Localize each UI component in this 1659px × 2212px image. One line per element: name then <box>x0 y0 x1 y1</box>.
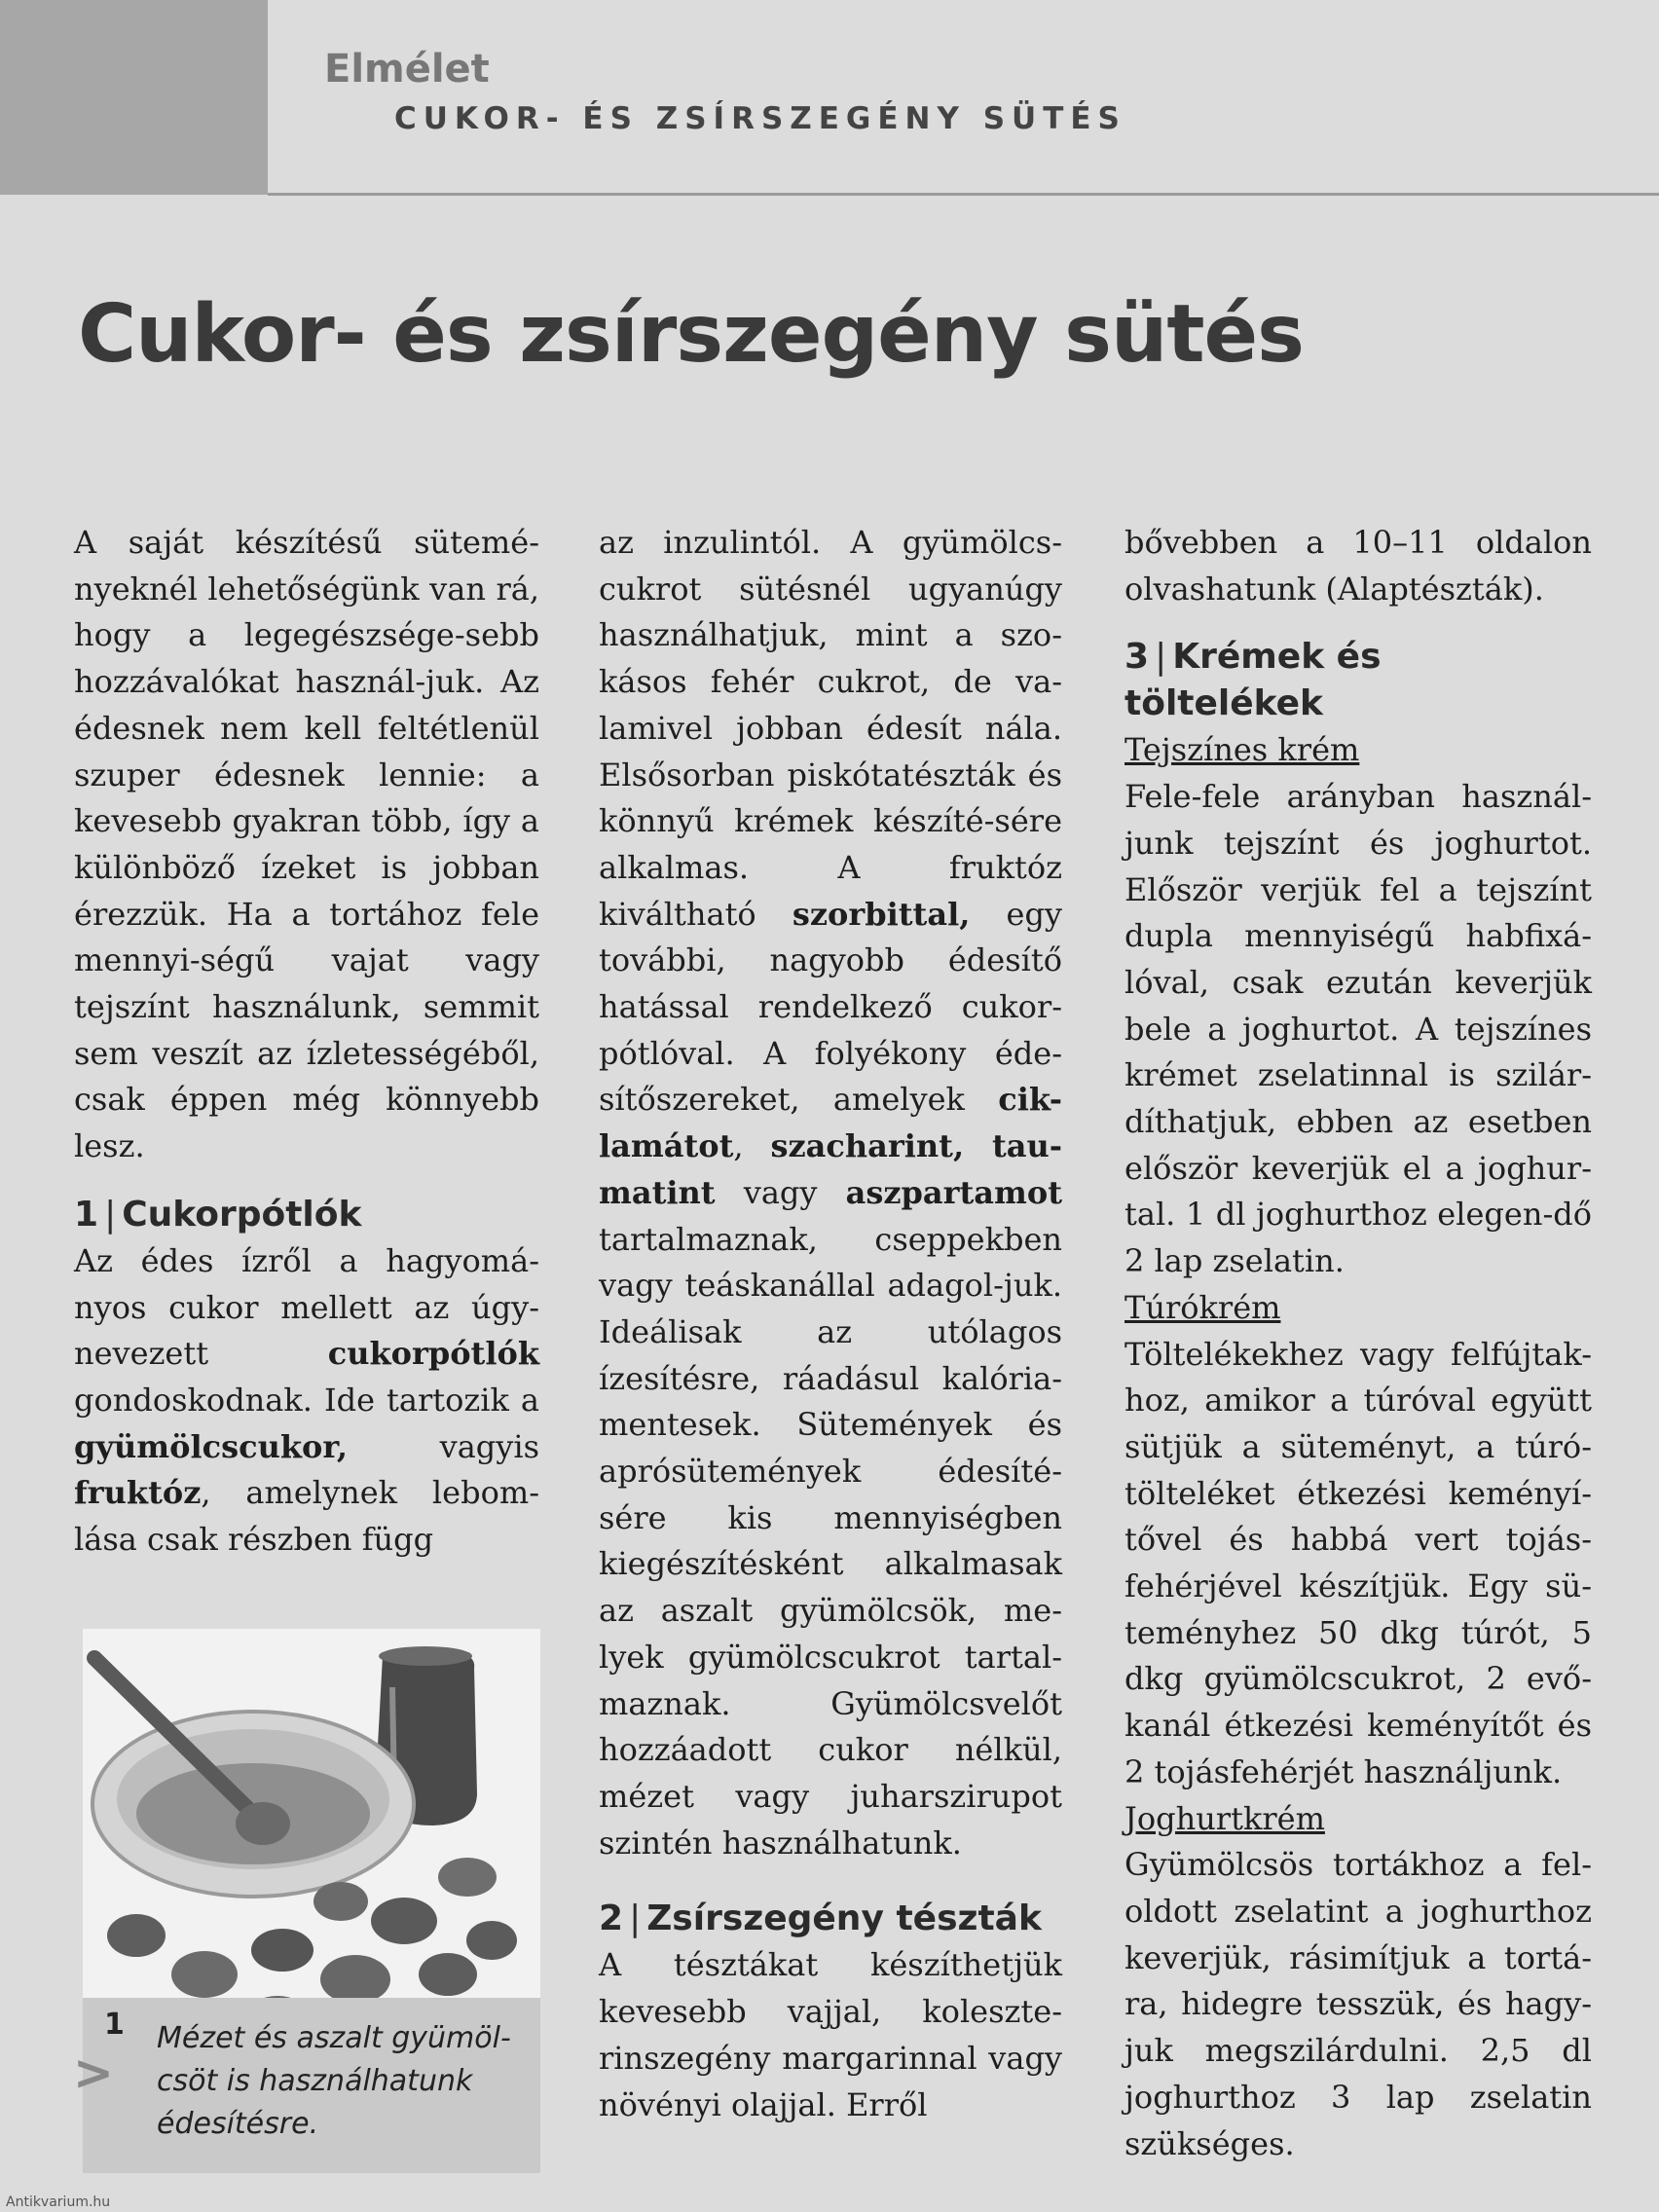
text-run: , amelynek lebom-lása csak részben függ <box>74 1474 539 1559</box>
bold-term: szacharint, tau-matint <box>599 1127 1063 1211</box>
bold-term: fruktóz <box>74 1474 202 1512</box>
section-title: Cukorpótlók <box>122 1194 362 1235</box>
bold-term: szorbittal, <box>792 895 971 933</box>
text-run: az inzulintól. A gyümölcs-cukrot sütésnél ugyanúgy használhatjuk, mint a szo-kásos fehér cukrot, de va-lamivel jobban édesít nála. Elsősorban piskótatészták és könnyű krémek készíté-sére alkalmas. A fruktóz kiváltható <box>599 524 1062 933</box>
text-run: tartalmaznak, cseppekben vagy teáskanállal adagol-juk. Ideálisak az utólagos ízesítésre, ráadásul kalória-mentesek. Sütemények és aprósütemények édesíté-sére kis mennyiségben kiegészítésként alkalmasak az aszalt gyümölcsök, me-lyek gyümölcscukrot tartal-maznak. Gyümölcsvelőt hozzáadott cukor nélkül, mézet vagy juharszirupot szintén használhatunk. <box>599 1220 1062 1862</box>
honey-and-dried-fruit-photo <box>83 1629 540 2038</box>
section-title: Krémek és töltelékek <box>1124 637 1382 724</box>
watermark: Antikvarium.hu <box>6 2194 111 2210</box>
section1-paragraph-a <box>74 1238 539 1564</box>
caption-arrow-icon: > <box>73 2045 114 2101</box>
section-separator: | <box>1155 637 1167 678</box>
section-heading-3 <box>1124 634 1592 727</box>
figure-caption: Mézet és aszalt gyümöl-csöt is használhatunk édesítésre. <box>157 2021 511 2141</box>
header-rule <box>268 193 1659 196</box>
section-number: 1 <box>74 1194 99 1235</box>
subheading-curd-cream: Túrókrém <box>1124 1288 1281 1326</box>
column-1 <box>74 520 539 1564</box>
section-kicker: Elmélet <box>324 47 490 92</box>
bold-term: gyümölcscukor, <box>74 1427 349 1465</box>
text-run: vagyis <box>348 1427 539 1465</box>
section-title: Zsírszegény tészták <box>646 1899 1042 1939</box>
bold-term: cik-lamátot <box>599 1081 1062 1165</box>
text-run: Az édes ízről a hagyomá-nyos cukor mellett az úgy-nevezett <box>74 1241 539 1373</box>
section-heading-2 <box>599 1896 1062 1942</box>
text-run: gondoskodnak. Ide tartozik a <box>74 1381 539 1419</box>
subheading-cream: Tejszínes krém <box>1124 731 1360 769</box>
subheading-yogurt-cream: Joghurtkrém <box>1124 1799 1325 1837</box>
section2-paragraph-b: bővebben a 10–11 oldalon olvashatunk (Alaptészták). <box>1124 524 1592 608</box>
text-run: vagy <box>715 1173 846 1211</box>
section-separator: | <box>629 1899 642 1939</box>
figure-caption-box <box>73 1998 540 2173</box>
figure-number: 1 <box>104 2008 125 2042</box>
column-3 <box>1124 520 1592 2167</box>
section2-paragraph-a: A tésztákat készíthetjük kevesebb vajjal, koleszte-rinszegény margarinnal vagy növényi olajjal. Erről <box>599 1946 1062 2123</box>
intro-paragraph: A saját készítésű sütemé-nyeknél lehetőségünk van rá, hogy a legegészsége-sebb hozzávalókat használ-juk. Az édesnek nem kell feltétlenül szuper édesnek lennie: a kevesebb gyakran több, így a különböző ízeket is jobban érezzük. Ha a tortához fele mennyi-ségű vajat vagy tejszínt használunk, semmit sem veszít az ízletességéből, csak éppen még könnyebb lesz. <box>74 524 539 1165</box>
cream-paragraph: Fele-fele arányban használ-junk tejszínt és joghurtot. Először verjük fel a tejszínt dupla mennyiségű habfixá-lóval, csak ezután keverjük bele a joghurtot. A tejszínes krémet zselatinnal is szilár-díthatjuk, ebben az esetben először keverjük el a joghur-tal. 1 dl joghurthoz elegen-dő 2 lap zselatin. <box>1124 778 1592 1280</box>
section-separator: | <box>104 1194 117 1235</box>
column-2 <box>599 520 1062 2128</box>
section-number: 3 <box>1124 637 1150 678</box>
section-heading-1 <box>74 1192 539 1238</box>
text-run: , <box>733 1127 771 1165</box>
section1-paragraph-b <box>599 520 1062 1866</box>
yogurt-cream-paragraph: Gyümölcsös tortákhoz a fel-oldott zselatint a joghurthoz keverjük, rásimítjuk a tortá-ra, hidegre tesszük, és hagy-juk megszilárdulni. 2,5 dl joghurthoz 3 lap zselatin szükséges. <box>1124 1846 1592 2162</box>
section-number: 2 <box>599 1899 624 1939</box>
page-title: Cukor- és zsírszegény sütés <box>78 288 1304 381</box>
curd-cream-paragraph: Töltelékekhez vagy felfújtak-hoz, amikor a túróval együtt sütjük a süteményt, a túró-tölteléket étkezési keményí-tővel és habbá vert tojás-fehérjével készítjük. Egy sü-teményhez 50 dkg túrót, 5 dkg gyümölcscukrot, 2 evő-kanál étkezési keményítőt és 2 tojásfehérjét használjunk. <box>1124 1335 1592 1790</box>
bold-term: cukorpótlók <box>327 1335 539 1373</box>
text-run: egy további, nagyobb édesítő hatással rendelkező cukor-pótlóval. A folyékony éde-sítőszereket, amelyek <box>599 895 1063 1119</box>
header-gray-block <box>0 0 268 195</box>
bold-term: aszpartamot <box>845 1173 1062 1211</box>
running-title: CUKOR- ÉS ZSÍRSZEGÉNY SÜTÉS <box>394 101 1126 136</box>
